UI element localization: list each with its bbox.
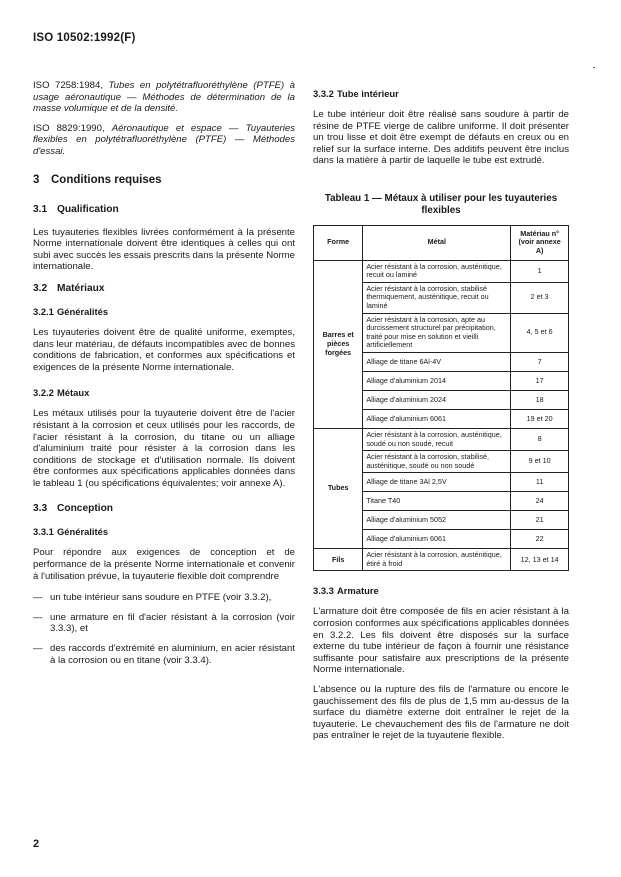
section-title: Qualification (57, 203, 119, 215)
dash-bullet: — (33, 643, 43, 655)
dash-bullet: — (33, 611, 43, 623)
forme-cell: Fils (314, 549, 363, 571)
section-3-3-heading (33, 503, 295, 514)
materiau-cell: 2 et 3 (511, 282, 569, 313)
list-item-text: des raccords d'extrémité en aluminium, en acier résistant à la corrosion ou en titane (voir 3.3.4). (50, 643, 295, 666)
section-number: 3 (33, 173, 40, 186)
metal-cell: Acier résistant à la corrosion, apte au durcissement structurel par précipitation, traité pour mise en solution et vieilli artificiellement (363, 313, 511, 352)
reference-title: Aéronautique et espace — Tuyauteries flexibles en polytétrafluoréthylène (PTFE) — Méthodes d'essai. (33, 122, 295, 157)
metal-cell: Acier résistant à la corrosion, austénitique, étiré à froid (363, 549, 511, 571)
header-forme: Forme (314, 225, 363, 260)
dash-bullet: — (33, 592, 43, 604)
section-3-2-1-text: Les tuyauteries doivent être de qualité uniforme, exemptes, dans leur matériau, de défauts incompatibles avec de bonnes conditions de fabrication, et conformes aux spécifications et exigences de la présente Norme internationale. (33, 326, 295, 373)
table-header-row (314, 225, 569, 260)
section-number: 3.2 (33, 282, 48, 294)
section-number: 3.1 (33, 203, 48, 215)
metal-cell: Alliage d'aluminium 6061 (363, 409, 511, 428)
materiau-cell: 9 et 10 (511, 451, 569, 473)
forme-cell: Barres et pièces forgées (314, 260, 363, 428)
reference-iso-8829 (33, 123, 295, 158)
section-number: 3.3.2 (313, 88, 334, 99)
metal-cell: Acier résistant à la corrosion, stabilisé thermiquement, austénitique, recuit ou laminé (363, 282, 511, 313)
section-title: Armature (337, 585, 379, 597)
section-3-3-1-text: Pour répondre aux exigences de conception et de performance de la présente Norme internationale et convenir à l'utilisation prévue, la tuyauterie flexible doit comprendre (33, 547, 295, 582)
materiau-cell: 21 (511, 511, 569, 530)
metal-cell: Acier résistant à la corrosion, austénitique, soudé ou non soudé, recuit (363, 428, 511, 450)
scan-mark (593, 67, 595, 68)
reference-code: ISO 8829:1990, (33, 122, 112, 134)
section-number: 3.2.2 (33, 387, 54, 399)
document-header: ISO 10502:1992(F) (33, 32, 136, 44)
section-number: 3.3.1 (33, 526, 54, 538)
table-row (314, 428, 569, 450)
metal-cell: Alliage d'aluminium 2024 (363, 390, 511, 409)
section-number: 3.2.1 (33, 305, 54, 317)
metal-cell: Titane T40 (363, 492, 511, 511)
table-caption: Tableau 1 — Métaux à utiliser pour les tuyauteries flexibles (324, 192, 558, 216)
materiau-cell: 24 (511, 492, 569, 511)
list-item (33, 643, 295, 666)
section-title: Métaux (57, 387, 90, 399)
list-item-text: une armature en fil d'acier résistant à la corrosion (voir 3.3.3), et (50, 611, 295, 635)
section-3-heading (33, 174, 295, 186)
table-row (314, 260, 569, 282)
materiau-cell: 11 (511, 473, 569, 492)
page-number: 2 (33, 838, 40, 850)
materiau-cell: 19 et 20 (511, 409, 569, 428)
metal-cell: Alliage d'aluminium 6061 (363, 530, 511, 549)
metal-cell: Acier résistant à la corrosion, stabilisé, austénitique, soudé ou non soudé (363, 451, 511, 473)
section-3-2-2-heading (33, 387, 295, 398)
materiau-cell: 8 (511, 428, 569, 450)
metal-cell: Alliage d'aluminium 2014 (363, 371, 511, 390)
materiau-cell: 4, 5 et 6 (511, 313, 569, 352)
forme-cell: Tubes (314, 428, 363, 548)
section-3-3-1-heading (33, 526, 295, 537)
table-row (314, 549, 569, 571)
metals-table (313, 225, 569, 572)
list-item (33, 612, 295, 635)
section-title: Tube intérieur (337, 88, 399, 99)
metal-cell: Alliage d'aluminium 5052 (363, 511, 511, 530)
list-item (33, 592, 295, 604)
section-title: Généralités (57, 526, 109, 538)
section-3-3-2-text: Le tube intérieur doit être réalisé sans soudure à partir de résine de PTFE vierge de calibre uniforme. Il doit présenter un trou lisse et doit être exempt de défauts en creux ou en relief sur la surface interne. Des additifs peuvent être inclus dans la matière à partir de laquelle le tube est extrudé. (313, 109, 569, 167)
right-column (313, 80, 569, 742)
materiau-cell: 22 (511, 530, 569, 549)
section-3-2-heading (33, 283, 295, 294)
reference-iso-7258 (33, 80, 295, 115)
section-3-2-2-text: Les métaux utilisés pour la tuyauterie doivent être de l'acier résistant à la corrosion et ceux utilisés pour les raccords, de l'acier résistant à la corrosion, du titane ou un alliage d'aluminium traité pour résister à la corrosion dans les conditions de stockage et d'utilisation normale. Ils doivent être conformes aux spécifications applicables données dans le tableau 1 (ou spécifications équivalentes; voir annexe A). (33, 408, 295, 489)
header-metal: Métal (363, 225, 511, 260)
materiau-cell: 7 (511, 352, 569, 371)
section-3-2-1-heading (33, 306, 295, 317)
section-title: Généralités (57, 305, 109, 317)
reference-title: Tubes en polytétrafluoréthylène (PTFE) à usage aéronautique — Méthodes de détermination de la masse volumique et de la densité. (33, 80, 295, 115)
section-title: Conception (57, 503, 114, 515)
section-number: 3.3 (33, 503, 48, 515)
materiau-cell: 12, 13 et 14 (511, 549, 569, 571)
materiau-cell: 17 (511, 371, 569, 390)
list-item-text: un tube intérieur sans soudure en PTFE (voir 3.3.2), (50, 592, 272, 604)
section-title: Matériaux (57, 282, 105, 294)
section-3-3-3-text-2: L'absence ou la rupture des fils de l'armature ou encore le gauchissement des fils de plus de 1,5 mm au-dessus de la surface du diamètre externe doit entraîner le rejet de la tuyauterie. Le chevauchement des fils de l'armature ne doit pas entraîner le rejet de la tuyauterie flexible. (313, 684, 569, 742)
left-column (33, 80, 295, 674)
section-3-1-text: Les tuyauteries flexibles livrées conformément à la présente Norme internationale doivent être identiques à celles qui ont subi avec succès les essais prescrits dans la présente Norme internationale. (33, 226, 295, 273)
metal-cell: Alliage de titane 6Al-4V (363, 352, 511, 371)
section-3-3-3-heading (313, 585, 569, 596)
section-3-3-2-heading (313, 88, 569, 99)
header-materiau: Matériau n° (voir annexe A) (511, 225, 569, 260)
materiau-cell: 18 (511, 390, 569, 409)
metal-cell: Alliage de titane 3Al 2,5V (363, 473, 511, 492)
section-title: Conditions requises (51, 173, 162, 186)
section-3-1-heading (33, 204, 295, 215)
metal-cell: Acier résistant à la corrosion, austénitique, recuit ou laminé (363, 260, 511, 282)
materiau-cell: 1 (511, 260, 569, 282)
section-3-3-3-text-1: L'armature doit être composée de fils en acier résistant à la corrosion conformes aux spécifications applicables données en 3.2.2. Les fils doivent être disposés sur la surface externe du tube intérieur de façon à fournir une résistance suffisante pour satisfaire aux prescriptions de la présente Norme internationale. (313, 606, 569, 676)
reference-code: ISO 7258:1984, (33, 80, 109, 91)
section-number: 3.3.3 (313, 585, 334, 597)
